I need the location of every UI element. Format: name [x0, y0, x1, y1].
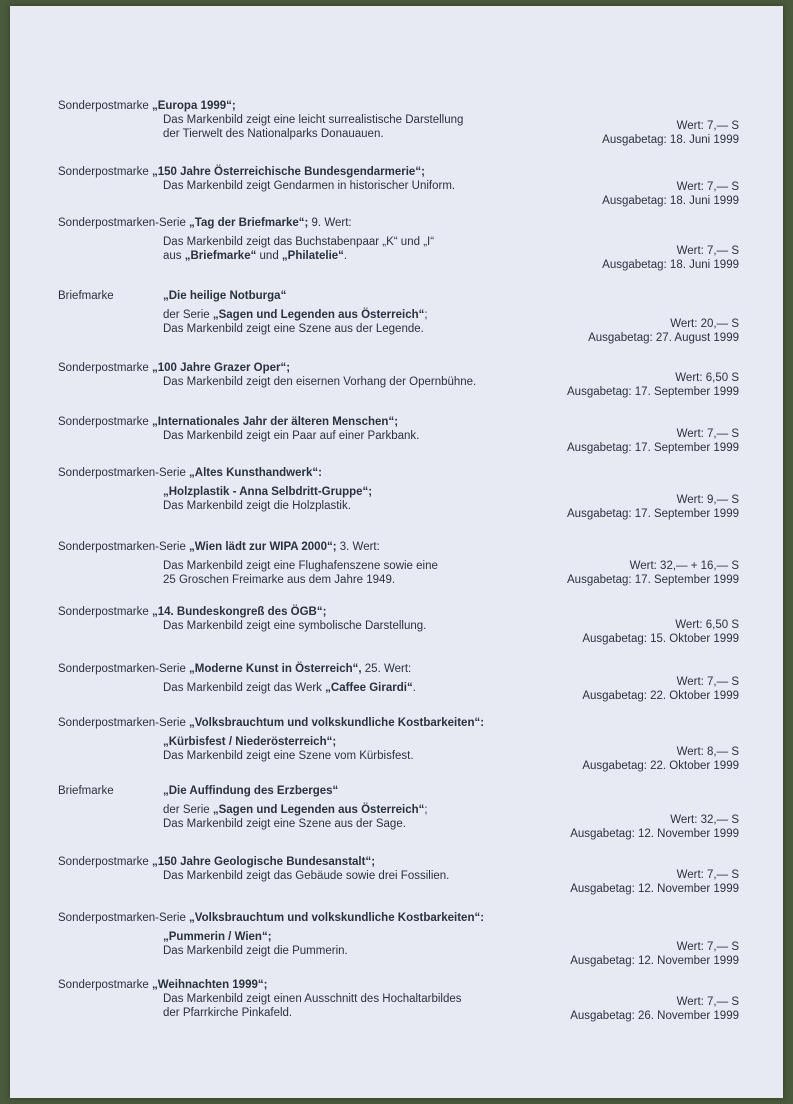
- issue-date: Ausgabetag: 12. November 1999: [570, 828, 739, 840]
- stamp-value: Wert: 6,50 S: [675, 619, 739, 631]
- issue-date: Ausgabetag: 22. Oktober 1999: [582, 760, 739, 772]
- stamp-value: Wert: 7,— S: [676, 428, 739, 440]
- stamp-type: Sonderpostmarken-Serie: [58, 912, 186, 924]
- issue-date: Ausgabetag: 27. August 1999: [588, 332, 739, 344]
- issue-date: Ausgabetag: 22. Oktober 1999: [582, 690, 739, 702]
- stamp-entry: [10, 605, 783, 665]
- issue-date: Ausgabetag: 17. September 1999: [567, 386, 739, 398]
- stamp-title: „Moderne Kunst in Österreich“,: [189, 663, 362, 675]
- description-line: Das Markenbild zeigt eine leicht surrealistische Darstellung: [163, 114, 464, 126]
- document-sheet: [10, 6, 783, 1098]
- description-line: Das Markenbild zeigt die Pummerin.: [163, 945, 348, 957]
- issue-date: Ausgabetag: 18. Juni 1999: [602, 195, 739, 207]
- stamp-type: Sonderpostmarken-Serie: [58, 541, 186, 553]
- description-line: Das Markenbild zeigt eine Szene aus der Legende.: [163, 323, 424, 335]
- description-line: 25 Groschen Freimarke aus dem Jahre 1949.: [163, 574, 396, 586]
- description-line: Das Markenbild zeigt Gendarmen in historischer Uniform.: [163, 180, 456, 192]
- stamp-type: Briefmarke: [58, 785, 114, 797]
- stamp-entry: [10, 911, 783, 971]
- stamp-title: „14. Bundeskongreß des ÖGB“;: [151, 606, 327, 618]
- stamp-title: „150 Jahre Österreichische Bundesgendarmerie“;: [151, 166, 425, 178]
- stamp-type: Sonderpostmarke: [58, 166, 149, 178]
- stamp-title: [163, 289, 286, 303]
- entry-header: [58, 99, 236, 113]
- stamp-type: Sonderpostmarken-Serie: [58, 217, 186, 229]
- issue-date: Ausgabetag: 12. November 1999: [570, 955, 739, 967]
- stamp-value: Wert: 7,— S: [676, 245, 739, 257]
- stamp-value: Wert: 6,50 S: [675, 372, 739, 384]
- description-line: Das Markenbild zeigt das Gebäude sowie drei Fossilien.: [163, 870, 450, 882]
- entry-header: [58, 605, 326, 619]
- stamp-value: Wert: 32,— S: [670, 814, 739, 826]
- stamp-title: „Tag der Briefmarke“;: [189, 217, 309, 229]
- stamp-entry: [10, 978, 783, 1038]
- stamp-value: Wert: 7,— S: [676, 869, 739, 881]
- entry-header: [58, 662, 411, 676]
- entry-header: [58, 911, 484, 925]
- stamp-type: Sonderpostmarke: [58, 100, 149, 112]
- description-line: Das Markenbild zeigt einen Ausschnitt des Hochaltarbildes: [163, 993, 462, 1005]
- description-line: Das Markenbild zeigt den eisernen Vorhang der Opernbühne.: [163, 376, 477, 388]
- stamp-value: Wert: 20,— S: [670, 318, 739, 330]
- description-line: Das Markenbild zeigt die Holzplastik.: [163, 500, 351, 512]
- entry-header: [58, 289, 114, 303]
- stamp-entry: [10, 716, 783, 776]
- stamp-subtitle-text: „Kürbisfest / Niederösterreich“;: [163, 736, 337, 748]
- stamp-value: Wert: 7,— S: [676, 996, 739, 1008]
- description-line: Das Markenbild zeigt das Werk „Caffee Girardi“.: [163, 682, 416, 694]
- stamp-edition: 3. Wert:: [336, 541, 380, 553]
- issue-date: Ausgabetag: 17. September 1999: [567, 574, 739, 586]
- description-line: Das Markenbild zeigt eine Szene vom Kürbisfest.: [163, 750, 414, 762]
- stamp-type: Sonderpostmarke: [58, 606, 149, 618]
- stamp-title: „100 Jahre Grazer Oper“;: [151, 362, 291, 374]
- stamp-entry: [10, 99, 783, 159]
- stamp-title: „Weihnachten 1999“;: [151, 979, 268, 991]
- stamp-entry: [10, 466, 783, 526]
- entry-header: [58, 165, 425, 179]
- stamp-title: „Volksbrauchtum und volkskundliche Kostbarkeiten“:: [189, 717, 485, 729]
- entry-header: [58, 415, 398, 429]
- stamp-subtitle-text: „Holzplastik - Anna Selbdritt-Gruppe“;: [163, 486, 373, 498]
- description-line: aus „Briefmarke“ und „Philatelie“.: [163, 250, 348, 262]
- issue-date: Ausgabetag: 12. November 1999: [570, 883, 739, 895]
- description-line: der Serie „Sagen und Legenden aus Österreich“;: [163, 804, 428, 816]
- entry-header: [58, 540, 380, 554]
- stamp-edition: 9. Wert:: [308, 217, 352, 229]
- stamp-value: Wert: 8,— S: [676, 746, 739, 758]
- entry-header: [58, 855, 375, 869]
- stamp-value: Wert: 7,— S: [676, 181, 739, 193]
- stamp-entry: [10, 855, 783, 915]
- stamp-value: Wert: 7,— S: [676, 676, 739, 688]
- stamp-value: Wert: 9,— S: [676, 494, 739, 506]
- stamp-title-text: „Die heilige Notburga“: [163, 290, 287, 302]
- entry-header: [58, 978, 267, 992]
- stamp-type: Sonderpostmarken-Serie: [58, 717, 186, 729]
- stamp-type: Sonderpostmarke: [58, 979, 149, 991]
- stamp-title: „Internationales Jahr der älteren Menschen“;: [151, 416, 399, 428]
- stamp-title: „Altes Kunsthandwerk“:: [189, 467, 322, 479]
- issue-date: Ausgabetag: 17. September 1999: [567, 508, 739, 520]
- entry-header: [58, 466, 322, 480]
- stamp-entry: [10, 784, 783, 844]
- issue-date: Ausgabetag: 18. Juni 1999: [602, 134, 739, 146]
- stamp-edition: 25. Wert:: [361, 663, 412, 675]
- stamp-type: Sonderpostmarke: [58, 856, 149, 868]
- stamp-subtitle: [163, 930, 272, 944]
- description-line: Das Markenbild zeigt ein Paar auf einer Parkbank.: [163, 430, 420, 442]
- stamp-value: Wert: 7,— S: [676, 120, 739, 132]
- description-line: Das Markenbild zeigt das Buchstabenpaar „K“ und „I“: [163, 236, 435, 248]
- emphasized-title: „Sagen und Legenden aus Österreich“: [212, 309, 425, 321]
- emphasized-title: „Caffee Girardi“: [325, 682, 413, 694]
- stamp-entry: [10, 662, 783, 722]
- stamp-title: „Europa 1999“;: [151, 100, 236, 112]
- stamp-value: Wert: 7,— S: [676, 941, 739, 953]
- emphasized-title: „Sagen und Legenden aus Österreich“: [212, 804, 425, 816]
- stamp-subtitle: [163, 485, 372, 499]
- emphasized-title: „Philatelie“: [281, 250, 344, 262]
- stamp-title: „Volksbrauchtum und volkskundliche Kostbarkeiten“:: [189, 912, 485, 924]
- stamp-entry: [10, 361, 783, 421]
- entry-header: [58, 216, 352, 230]
- stamp-title: „150 Jahre Geologische Bundesanstalt“;: [151, 856, 376, 868]
- stamp-title-text: „Die Auffindung des Erzberges“: [163, 785, 339, 797]
- issue-date: Ausgabetag: 15. Oktober 1999: [582, 633, 739, 645]
- stamp-subtitle-text: „Pummerin / Wien“;: [163, 931, 272, 943]
- stamp-value: Wert: 32,— + 16,— S: [629, 560, 739, 572]
- entry-header: [58, 361, 290, 375]
- stamp-type: Briefmarke: [58, 290, 114, 302]
- stamp-title: [163, 784, 338, 798]
- stamp-entry: [10, 540, 783, 600]
- description-line: der Serie „Sagen und Legenden aus Österreich“;: [163, 309, 428, 321]
- stamp-type: Sonderpostmarke: [58, 416, 149, 428]
- entry-header: [58, 784, 114, 798]
- description-line: Das Markenbild zeigt eine Flughafenszene sowie eine: [163, 560, 438, 572]
- entry-header: [58, 716, 484, 730]
- issue-date: Ausgabetag: 26. November 1999: [570, 1010, 739, 1022]
- emphasized-title: „Briefmarke“: [184, 250, 257, 262]
- description-line: der Pfarrkirche Pinkafeld.: [163, 1007, 293, 1019]
- description-line: Das Markenbild zeigt eine symbolische Darstellung.: [163, 620, 427, 632]
- stamp-entry: [10, 289, 783, 349]
- stamp-type: Sonderpostmarken-Serie: [58, 467, 186, 479]
- description-line: Das Markenbild zeigt eine Szene aus der Sage.: [163, 818, 406, 830]
- stamp-entry: [10, 216, 783, 276]
- description-line: der Tierwelt des Nationalparks Donauauen.: [163, 128, 384, 140]
- stamp-title: „Wien lädt zur WIPA 2000“;: [189, 541, 337, 553]
- stamp-type: Sonderpostmarke: [58, 362, 149, 374]
- stamp-type: Sonderpostmarken-Serie: [58, 663, 186, 675]
- issue-date: Ausgabetag: 17. September 1999: [567, 442, 739, 454]
- issue-date: Ausgabetag: 18. Juni 1999: [602, 259, 739, 271]
- stamp-subtitle: [163, 735, 336, 749]
